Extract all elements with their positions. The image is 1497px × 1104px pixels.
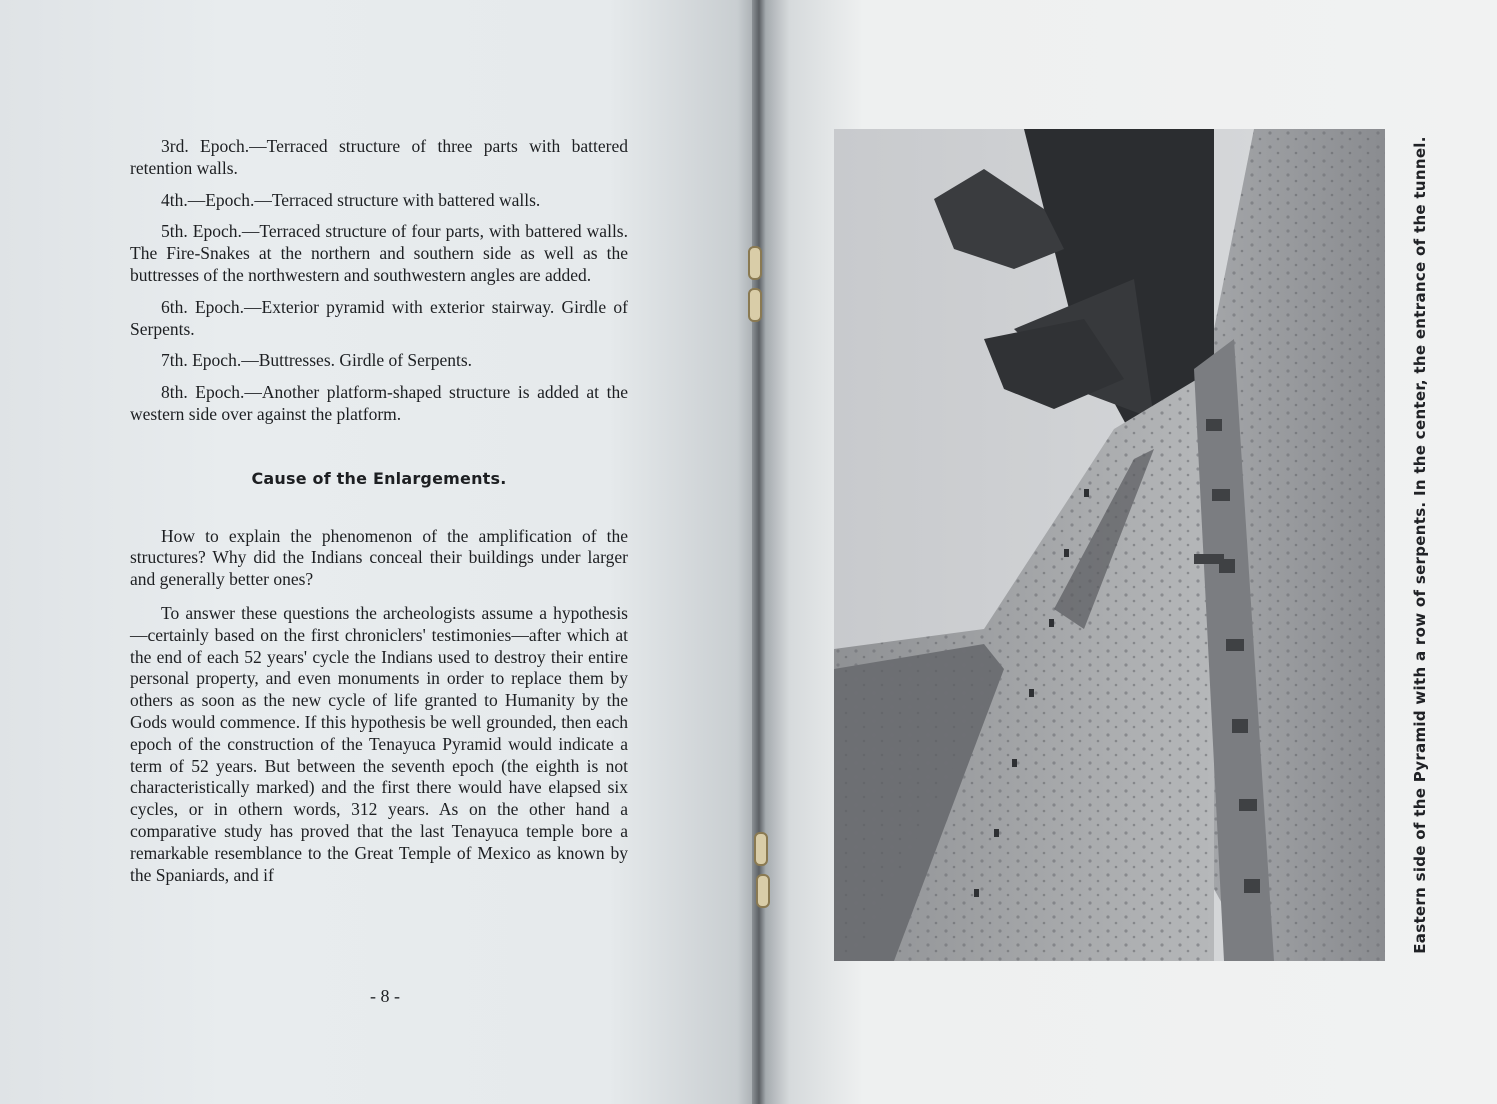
epoch-4-paragraph: 4th.—Epoch.—Terraced structure with battered walls. bbox=[161, 189, 541, 210]
binding-staple-bottom bbox=[754, 832, 768, 866]
section-heading: Cause of the Enlargements. bbox=[251, 468, 507, 488]
epoch-3-paragraph: 3rd. Epoch.—Terraced structure of three parts with battered retention walls. bbox=[130, 136, 628, 178]
body-paragraph-1: How to explain the phenomenon of the amplification of the structures? Why did the Indians conceal their buildings under larger and generally better ones? bbox=[130, 525, 628, 590]
body-paragraph-2: To answer these questions the archeologists assume a hypothesis—certainly based on the first chroniclers' testimonies—after which at the end of each 52 years' cycle the Indians used to destroy their entire personal property, and even monuments in order to replace them by others as soon as the new cycle of life granted to Humanity by the Gods would commence. If this hypothesis be well grounded, then each epoch of the construction of the Tenayuca Pyramid would indicate a term of 52 years. But between the seventh epoch (the eighth is not characteristically marked) and the first there would have elapsed six cycles, or in othern words, 312 years. As on the other hand a comparative study has proved that the last Tenayuca temple bore a remarkable resemblance to the Great Temple of Mexico as known by the Spaniards, and if bbox=[130, 602, 628, 885]
page-number: - 8 - bbox=[370, 986, 400, 1006]
binding-staple-bottom-lower bbox=[756, 874, 770, 908]
epoch-7-paragraph: 7th. Epoch.—Buttresses. Girdle of Serpents. bbox=[161, 350, 473, 371]
epoch-8-paragraph: 8th. Epoch.—Another platform-shaped structure is added at the western side over against the platform. bbox=[130, 382, 628, 424]
pyramid-photo-illustration bbox=[834, 129, 1385, 961]
epoch-6-paragraph: 6th. Epoch.—Exterior pyramid with exterior stairway. Girdle of Serpents. bbox=[130, 296, 628, 339]
left-page-text bbox=[130, 136, 628, 898]
pyramid-photograph bbox=[834, 129, 1385, 961]
binding-staple-top-lower bbox=[748, 288, 762, 322]
binding-staple-top bbox=[748, 246, 762, 280]
book-gutter bbox=[752, 0, 766, 1104]
photo-caption-area bbox=[1400, 129, 1440, 961]
epoch-5-paragraph: 5th. Epoch.—Terraced structure of four parts, with battered walls. The Fire-Snakes at the northern and southern side as well as the buttresses of the northwestern and southwestern angles are added. bbox=[130, 221, 628, 285]
photo-caption: Eastern side of the Pyramid with a row of serpents. In the center, the entrance of the tunnel. bbox=[1411, 136, 1429, 954]
